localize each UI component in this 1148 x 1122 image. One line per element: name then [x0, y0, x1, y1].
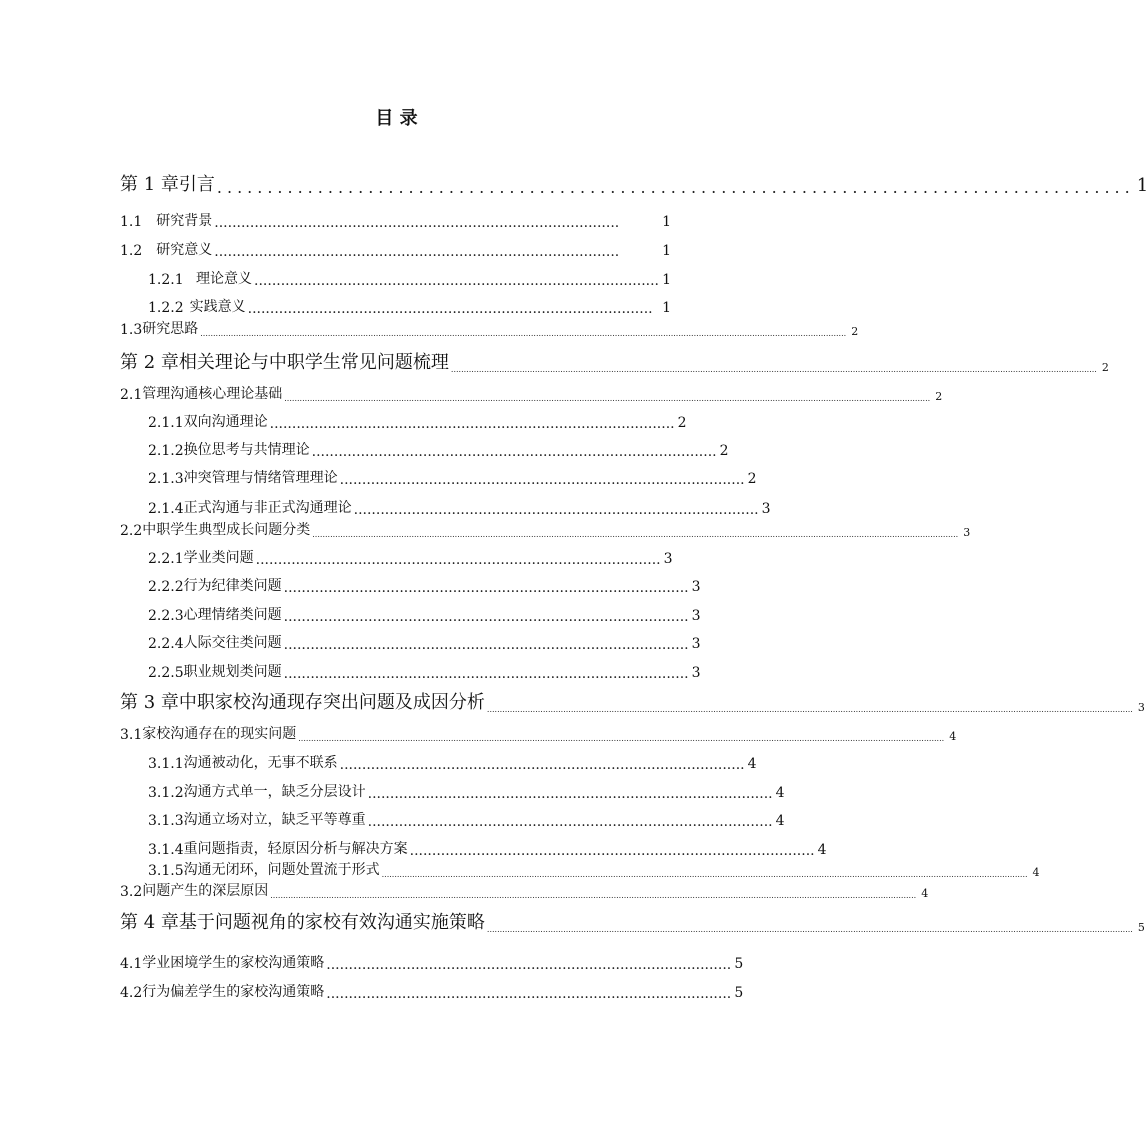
toc-entry-label: 沟通无闭环，问题处置流于形式: [183, 862, 380, 878]
toc-entry[interactable]: [0, 809, 793, 829]
toc-entry-number: 第 2 章: [120, 352, 179, 373]
toc-entry-number: 3.2: [120, 884, 143, 900]
toc-entry[interactable]: [0, 632, 793, 652]
toc-entry[interactable]: [0, 170, 1148, 197]
toc-entry[interactable]: [0, 604, 793, 624]
toc-entry-number: 1.2.2: [148, 300, 184, 316]
toc-entry-label: 学业类问题: [183, 550, 254, 566]
toc-entry-label: 沟通被动化，无事不联系: [183, 755, 338, 771]
toc-leader-dots: ..............................................................................................................................................................................................................................................................: [486, 925, 1133, 934]
toc-entry-number: 2.1.2: [148, 443, 184, 459]
toc-entry[interactable]: [0, 547, 793, 567]
toc-entry-page: 3: [663, 551, 673, 567]
toc-entry-number: 3.1.1: [148, 756, 184, 772]
toc-leader-dots: ...........................................................................................: [367, 814, 773, 830]
toc-leader-dots: ...........................................................................................: [283, 637, 689, 653]
toc-entry-page: 4: [817, 842, 827, 858]
toc-leader-dots: ..............................................................................................................................................................................................................................................................: [270, 891, 917, 900]
toc-entry[interactable]: [0, 575, 793, 595]
toc-entry[interactable]: [0, 318, 859, 338]
toc-leader-dots: ...........................................................................................: [283, 609, 689, 625]
toc-entry-number: 2.1.1: [148, 415, 184, 431]
toc-entry-number: 4.2: [120, 985, 143, 1001]
toc-entry-number: 2.2.4: [148, 636, 184, 652]
toc-entry-page: 4: [747, 756, 757, 772]
toc-entry-label: 研究背景: [156, 213, 213, 229]
toc-entry[interactable]: [0, 411, 793, 431]
toc-entry-page: 1: [1136, 175, 1148, 196]
toc-entry-number: 第 1 章: [120, 174, 179, 195]
toc-entry-number: 2.2.1: [148, 551, 184, 567]
toc-entry[interactable]: [0, 859, 1040, 879]
toc-entry-number: 4.1: [120, 956, 143, 972]
toc-leader-dots: ...........................................................................................: [283, 666, 689, 682]
toc-entry-page: 2: [719, 443, 729, 459]
toc-leader-dots: ...........................................................................................: [326, 986, 732, 1002]
toc-entry[interactable]: [0, 661, 793, 681]
toc-entry-label: 学业困境学生的家校沟通策略: [142, 955, 325, 971]
toc-entry-page: 4: [775, 785, 785, 801]
toc-entry[interactable]: [0, 981, 793, 1001]
toc-leader-dots: ...........................................................................................: [311, 444, 717, 460]
toc-entry-page: 3: [691, 579, 701, 595]
toc-entry-page: 4: [775, 813, 785, 829]
toc-entry-page: 3: [691, 608, 701, 624]
toc-entry-label: 行为纪律类问题: [183, 578, 282, 594]
toc-entry[interactable]: [0, 497, 793, 517]
toc-entry-label: 引言: [178, 174, 215, 195]
toc-entry[interactable]: [0, 688, 1145, 714]
toc-entry-page: 1: [662, 272, 671, 288]
toc-entry-label: 中职学生典型成长问题分类: [142, 522, 311, 538]
toc-entry-number: 第 3 章: [120, 692, 179, 713]
toc-entry-label: 双向沟通理论: [183, 414, 268, 430]
toc-entry-page: 1: [662, 243, 671, 259]
toc-entry-number: 第 4 章: [120, 912, 179, 933]
toc-leader-dots: ...........................................................................................: [255, 552, 661, 568]
toc-entry-page: 3: [1137, 701, 1145, 714]
toc-entry-label: 基于问题视角的家校有效沟通实施策略: [178, 912, 485, 933]
toc-entry-page: 4: [949, 730, 957, 743]
toc-entry[interactable]: [0, 880, 929, 900]
toc-entry[interactable]: [0, 952, 793, 972]
toc-entry-number: 3.1.2: [148, 785, 184, 801]
toc-title: 目 录: [375, 108, 418, 129]
toc-leader-dots: ...........................................................................................: [367, 786, 773, 802]
toc-entry-label: 理论意义: [196, 271, 253, 287]
toc-leader-dots: ...........................................................................................: [214, 244, 620, 260]
toc-entry[interactable]: [0, 296, 793, 316]
toc-entry[interactable]: [0, 268, 793, 288]
toc-entry-page: 2: [1101, 361, 1109, 374]
toc-entry-label: 研究思路: [142, 321, 199, 337]
toc-leader-dots: ..............................................................................................................................................................................................................................................................: [381, 870, 1028, 879]
toc-leader-dots: ...........................................................................................: [269, 416, 675, 432]
toc-leader-dots: ..............................................................................................................................................................................................................................................................: [312, 530, 959, 539]
toc-entry[interactable]: [0, 908, 1145, 934]
toc-leader-dots: ..............................................................................................................................................................................................................................................................: [284, 394, 931, 403]
toc-entry-number: 1.2: [120, 243, 143, 259]
toc-entry-page: 1: [662, 300, 671, 316]
toc-entry-number: 3.1.3: [148, 813, 184, 829]
toc-entry-label: 人际交往类问题: [183, 635, 282, 651]
toc-entry[interactable]: [0, 723, 957, 743]
toc-entry-label: 家校沟通存在的现实问题: [142, 726, 297, 742]
toc-entry-page: 2: [935, 390, 943, 403]
toc-entry[interactable]: [0, 781, 793, 801]
toc-entry-number: 2.1.3: [148, 471, 184, 487]
toc-entry-label: 中职家校沟通现存突出问题及成因分析: [178, 692, 485, 713]
toc-entry[interactable]: [0, 519, 971, 539]
toc-leader-dots: ...........................................................................................: [247, 301, 653, 317]
toc-leader-dots: ..............................................................................................................................................................................................................................................................: [298, 734, 945, 743]
toc-entry-label: 职业规划类问题: [183, 664, 282, 680]
toc-entry-label: 沟通方式单一，缺乏分层设计: [183, 784, 366, 800]
toc-entry-label: 换位思考与共情理论: [183, 442, 310, 458]
toc-entry-page: 5: [734, 956, 744, 972]
toc-entry-page: 2: [851, 325, 859, 338]
toc-entry-number: 3.1: [120, 727, 143, 743]
toc-entry-label: 正式沟通与非正式沟通理论: [183, 500, 352, 516]
toc-entry-label: 行为偏差学生的家校沟通策略: [142, 984, 325, 1000]
toc-entry-number: 2.1.4: [148, 501, 184, 517]
toc-leader-dots: ..............................................................................................................................................................................................................................................................: [486, 705, 1133, 714]
toc-leader-dots: ...........................................................................................: [214, 215, 620, 231]
toc-entry-label: 心理情绪类问题: [183, 607, 282, 623]
toc-leader-dots: ...........................................................................................: [283, 580, 689, 596]
toc-entry-page: 4: [1032, 866, 1040, 879]
toc-entry-label: 重问题指责，轻原因分析与解决方案: [183, 841, 408, 857]
toc-entry[interactable]: [0, 467, 793, 487]
toc-entry-page: 3: [691, 636, 701, 652]
toc-entry-label: 管理沟通核心理论基础: [142, 386, 283, 402]
toc-entry-page: 3: [691, 665, 701, 681]
toc-leader-dots: ...........................................................................................: [339, 472, 745, 488]
toc-entry-number: 3.1.4: [148, 842, 184, 858]
toc-leader-dots: ..............................................................................................................................................................................................................................................................: [200, 329, 847, 338]
toc-entry-number: 1.2.1: [148, 272, 184, 288]
toc-entry[interactable]: [0, 439, 793, 459]
toc-leader-dots: ...........................................................................................: [326, 957, 732, 973]
toc-entry-number: 1.3: [120, 322, 143, 338]
toc-entry-number: 1.1: [120, 214, 143, 230]
toc-entry-number: 2.2.2: [148, 579, 184, 595]
toc-entry-page: 1: [662, 214, 671, 230]
toc-entry-number: 2.2: [120, 523, 143, 539]
toc-entry-label: 研究意义: [156, 242, 213, 258]
toc-entry-label: 问题产生的深层原因: [142, 883, 269, 899]
toc-entry-label: 沟通立场对立，缺乏平等尊重: [183, 812, 366, 828]
toc-entry-number: 3.1.5: [148, 863, 184, 879]
toc-entry[interactable]: [0, 239, 793, 259]
toc-entry[interactable]: [0, 348, 1109, 374]
toc-entry-number: 2.1: [120, 387, 143, 403]
toc-leader-dots: ...........................................................................................: [409, 843, 815, 859]
toc-entry-number: 2.2.5: [148, 665, 184, 681]
toc-entry-label: 冲突管理与情绪管理理论: [183, 470, 338, 486]
toc-leader-dots: ...........................................................................................: [216, 178, 1135, 197]
toc-entry[interactable]: [0, 383, 943, 403]
toc-leader-dots: ...........................................................................................: [339, 757, 745, 773]
toc-entry[interactable]: [0, 838, 827, 859]
toc-entry-label: 相关理论与中职学生常见问题梳理: [178, 352, 449, 373]
toc-entry-page: 3: [761, 501, 771, 517]
toc-entry-number: 2.2.3: [148, 608, 184, 624]
toc-entry-page: 2: [677, 415, 687, 431]
toc-entry[interactable]: [0, 210, 793, 230]
toc-entry-label: 实践意义: [189, 299, 246, 315]
toc-leader-dots: ...........................................................................................: [254, 273, 659, 289]
toc-entry-page: 2: [747, 471, 757, 487]
toc-entry-page: 5: [1137, 921, 1145, 934]
toc-leader-dots: ...........................................................................................: [353, 502, 759, 518]
toc-entry-page: 3: [963, 526, 971, 539]
toc-entry[interactable]: [0, 752, 793, 772]
toc-entry-page: 5: [734, 985, 744, 1001]
toc-leader-dots: ..............................................................................................................................................................................................................................................................: [450, 365, 1097, 374]
toc-entry-page: 4: [921, 887, 929, 900]
